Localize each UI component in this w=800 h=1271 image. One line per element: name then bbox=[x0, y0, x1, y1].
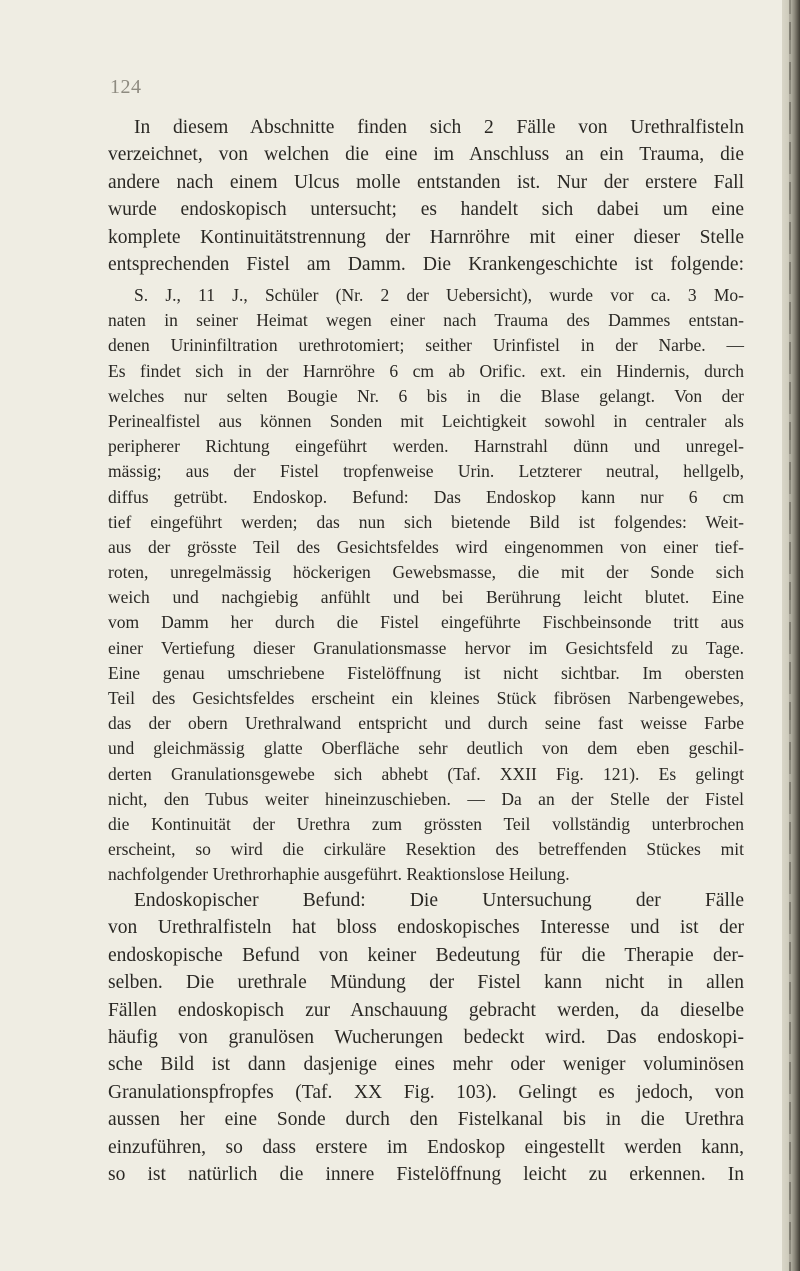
text-line: diffus getrübt. Endoskop. Befund: Das Endoskop kann nur 6 cm bbox=[108, 486, 744, 507]
text-line: Perinealfistel aus können Sonden mit Leichtigkeit sowohl in centraler als bbox=[108, 410, 744, 431]
paragraph-case-report bbox=[108, 283, 744, 888]
text-line: Eine genau umschriebene Fistelöffnung ist nicht sichtbar. Im obersten bbox=[108, 662, 744, 683]
text-line: von Urethralfisteln hat bloss endoskopisches Interesse und ist der bbox=[108, 917, 744, 939]
text-line: In diesem Abschnitte finden sich 2 Fälle von Urethralfisteln bbox=[134, 117, 744, 138]
text-line: denen Urininfiltration urethrotomiert; seither Urinfistel in der Narbe. — bbox=[108, 335, 744, 356]
text-line: die Kontinuität der Urethra zum grössten Teil vollständig unterbrochen bbox=[108, 813, 744, 834]
text-line: vom Damm her durch die Fistel eingeführte Fischbeinsonde tritt aus bbox=[108, 612, 744, 633]
text-line: verzeichnet, von welchen die eine im Anschluss an ein Trauma, die bbox=[108, 144, 744, 166]
text-line: andere nach einem Ulcus molle entstanden ist. Nur der erstere Fall bbox=[108, 171, 744, 193]
text-line: sche Bild ist dann dasjenige eines mehr oder weniger voluminösen bbox=[108, 1054, 744, 1076]
text-line: häufig von granulösen Wucherungen bedeckt wird. Das endoskopi- bbox=[108, 1026, 744, 1048]
text-line: roten, unregelmässig höckerigen Gewebsmasse, die mit der Sonde sich bbox=[108, 562, 744, 583]
text-line: welches nur selten Bougie Nr. 6 bis in die Blase gelangt. Von der bbox=[108, 385, 744, 406]
text-line: so ist natürlich die innere Fistelöffnung leicht zu erkennen. In bbox=[108, 1163, 744, 1185]
text-line: einzuführen, so dass erstere im Endoskop eingestellt werden kann, bbox=[108, 1136, 744, 1158]
text-line: Es findet sich in der Harnröhre 6 cm ab Orific. ext. ein Hindernis, durch bbox=[108, 360, 744, 381]
text-line: entsprechenden Fistel am Damm. Die Krankengeschichte ist folgende: bbox=[108, 253, 744, 275]
text-line: naten in seiner Heimat wegen einer nach Trauma des Dammes entstan- bbox=[108, 310, 744, 331]
text-line: nachfolgender Urethrorhaphie ausgeführt. Reaktionslose Heilung. bbox=[108, 864, 570, 885]
text-line: selben. Die urethrale Mündung der Fistel kann nicht in allen bbox=[108, 972, 744, 994]
text-line: mässig; aus der Fistel tropfenweise Urin. Letzterer neutral, hellgelb, bbox=[108, 461, 744, 482]
paragraph-intro bbox=[108, 114, 744, 278]
page-number: 124 bbox=[110, 76, 142, 98]
text-line: komplete Kontinuitätstrennung der Harnröhre mit einer dieser Stelle bbox=[108, 226, 744, 248]
text-line: weich und nachgiebig anfühlt und bei Berührung leicht blutet. Eine bbox=[108, 587, 744, 608]
text-line: Teil des Gesichtsfeldes erscheint ein kleines Stück fibrösen Narbengewebes, bbox=[108, 688, 744, 708]
paragraph-endoscopic-findings bbox=[108, 887, 744, 1188]
text-line: derten Granulationsgewebe sich abhebt (Taf. XXII Fig. 121). Es gelingt bbox=[108, 763, 744, 784]
text-line: aussen her eine Sonde durch den Fistelkanal bis in die Urethra bbox=[108, 1109, 744, 1131]
text-line: aus der grösste Teil des Gesichtsfeldes wird eingenommen von einer tief- bbox=[108, 536, 744, 557]
page-edge bbox=[782, 0, 800, 1271]
text-line: nicht, den Tubus weiter hineinzuschieben. — Da an der Stelle der Fistel bbox=[108, 788, 744, 809]
text-line: einer Vertiefung dieser Granulationsmasse hervor im Gesichtsfeld zu Tage. bbox=[108, 637, 744, 658]
text-line: S. J., 11 J., Schüler (Nr. 2 der Uebersicht), wurde vor ca. 3 Mo- bbox=[134, 285, 744, 305]
text-line: Fällen endoskopisch zur Anschauung gebracht werden, da dieselbe bbox=[108, 999, 744, 1021]
text-line: tief eingeführt werden; das nun sich bietende Bild ist folgendes: Weit- bbox=[108, 511, 744, 532]
text-line: peripherer Richtung eingeführt werden. Harnstrahl dünn und unregel- bbox=[108, 436, 744, 457]
text-line: das der obern Urethralwand entspricht und durch seine fast weisse Farbe bbox=[108, 713, 744, 734]
text-line: Granulationspfropfes (Taf. XX Fig. 103). Gelingt es jedoch, von bbox=[108, 1081, 744, 1103]
text-line: und gleichmässig glatte Oberfläche sehr deutlich von dem eben geschil- bbox=[108, 738, 744, 759]
text-line: erscheint, so wird die cirkuläre Resektion des betreffenden Stückes mit bbox=[108, 839, 744, 860]
text-line: Endoskopischer Befund: Die Untersuchung der Fälle bbox=[134, 890, 744, 911]
text-line: endoskopische Befund von keiner Bedeutung für die Therapie der- bbox=[108, 944, 744, 966]
text-line: wurde endoskopisch untersucht; es handelt sich dabei um eine bbox=[108, 199, 744, 221]
